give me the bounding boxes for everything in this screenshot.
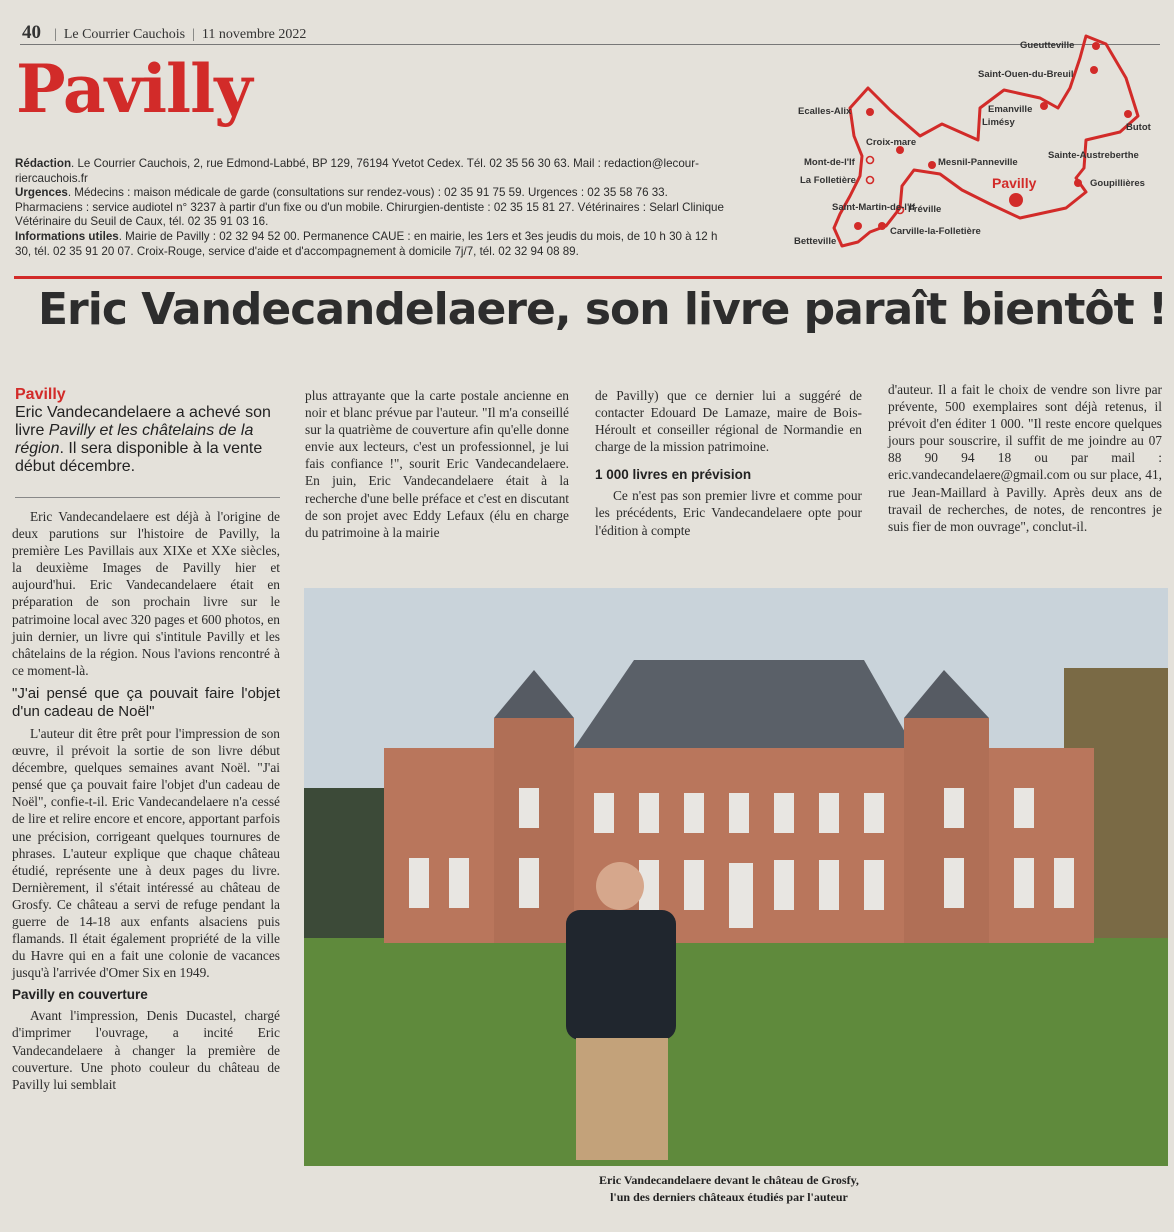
paragraph: Eric Vandecandelaere est déjà à l'origine de deux parutions sur l'histoire de Pavilly, la première Les Pavillais aux XIXe et XXe siècles, la deuxième Images de Pavilly hier et aujourd'hui. Eric Vandecandelaere était en préparation de son prochain livre sur le patrimoine local avec 320 pages et 600 photos, en juin dernier, un livre qui s'intitule Pavilly et les châtelains de la région. Nous l'avions rencontré à ce moment-là. [12, 509, 280, 678]
redaction-label: Rédaction [15, 157, 72, 170]
map-label: Fréville [908, 204, 942, 215]
paragraph: Avant l'impression, Denis Ducastel, chargé d'imprimer l'ouvrage, a incité Eric Vandecandelaere à changer la première de couverture. Une photo couleur du château de Pavilly lui semblait [12, 1008, 280, 1092]
article-column-1 [12, 508, 280, 1093]
chateau-window [819, 860, 839, 910]
subheading-livres: 1 000 livres en prévision [595, 467, 752, 483]
page-header [22, 22, 306, 44]
tower-left [494, 718, 574, 943]
map-label: Butot [1126, 122, 1151, 133]
map-dot [866, 108, 874, 116]
chateau-window [774, 793, 794, 833]
lead-book-title: Pavilly et les châtelains de la région [15, 422, 254, 457]
lead-rule [15, 497, 280, 498]
person-head [596, 862, 644, 910]
map-label: Carville-la-Folletière [890, 226, 981, 237]
chateau-window [519, 788, 539, 828]
chateau-window [684, 860, 704, 910]
commune-map [790, 28, 1162, 256]
header-separator: | [192, 27, 195, 42]
page-number: 40 [22, 22, 41, 43]
map-ring [867, 157, 874, 164]
article-headline: Eric Vandecandelaere, son livre paraît bientôt ! [38, 284, 1168, 335]
map-dot [854, 222, 862, 230]
subheading-noel: "J'ai pensé que ça pouvait faire l'objet d'un cadeau de Noël" [12, 684, 280, 720]
lead-text: Eric Vandecandelaere a achevé son livre [15, 404, 271, 439]
subheading-couverture: Pavilly en couverture [12, 987, 148, 1003]
lead-kicker: Pavilly [15, 386, 66, 403]
chateau-window [729, 863, 753, 928]
map-label-town: Pavilly [992, 175, 1037, 191]
utiles-label: Informations utiles [15, 229, 119, 243]
town-title: Pavilly [16, 50, 252, 128]
urgences-text: . Médecins : maison médicale de garde (consultations sur rendez-vous) : 02 35 91 75 59. Urgences : 02 35 58 76 33. Pharmaciens : service audiotel n° 3237 à partir d'un fixe ou d'un mobile. Chirurgien-dentiste : 02 35 15 81 27. Vétérinaires : Selarl Clinique Vétérinaire du Seuil de Caux, tél. 02 35 91 03 16. [15, 186, 724, 229]
chateau-window [409, 858, 429, 908]
map-label: Goupillières [1090, 178, 1145, 189]
map-dot [1009, 193, 1023, 207]
photo-caption [584, 1172, 874, 1206]
paragraph: plus attrayante que la carte postale ancienne en noir et blanc prévue par l'auteur. "Il m'a conseillé sur la quatrième de couverture afin qu'elle donne envie aux lecteurs, c'est un professionnel, je lui fais confiance !", sourit Eric Vandecandelaere. En juin, Eric Vandecandelaere était à la recherche d'une belle préface et c'est en discutant de son projet avec Eddy Lefaux (élu en charge du patrimoine à la mairie [305, 388, 569, 540]
chateau-window [819, 793, 839, 833]
article-column-4 [888, 381, 1162, 535]
map-label: Saint-Ouen-du-Breuil [978, 69, 1074, 80]
map-label: Croix-mare [866, 137, 917, 148]
person-trousers [576, 1038, 668, 1160]
map-dot [1040, 102, 1048, 110]
issue-date: 11 novembre 2022 [201, 27, 307, 42]
chateau-window [944, 858, 964, 908]
person-jacket [566, 910, 676, 1040]
map-label: La Folletière [800, 175, 856, 186]
chateau-window [774, 860, 794, 910]
paragraph: Ce n'est pas son premier livre et comme pour les précédents, Eric Vandecandelaere opte pour l'édition à compte [595, 488, 862, 538]
chateau-window [1014, 858, 1034, 908]
article-column-2 [305, 387, 569, 541]
chateau-window [729, 793, 749, 833]
chateau-window [864, 793, 884, 833]
map-dot [928, 161, 936, 169]
info-block [15, 157, 735, 259]
paragraph: d'auteur. Il a fait le choix de vendre son livre par prévente, 500 exemplaires sont déjà retenus, il prévoit d'en éditer 1 000. "Il reste encore quelques jours pour souscrire, il suffit de me joindre au 07 88 90 94 18 ou par mail : eric.vandecandelaere@gmail.com ou sur place, 41, rue Jean-Maillard à Pavilly. Après deux ans de travail de recherches, de notes, de rencontres je suis fier de mon ouvrage", conclut-il. [888, 382, 1162, 534]
lead-text-end: . Il sera disponible à la vente début décembre. [15, 440, 263, 475]
chateau-window [684, 793, 704, 833]
map-dot [1074, 179, 1082, 187]
map-ring [867, 177, 874, 184]
chateau-window [639, 793, 659, 833]
urgences-label: Urgences [15, 186, 68, 200]
chateau-window [519, 858, 539, 908]
redaction-text: . Le Courrier Cauchois, 2, rue Edmond-Labbé, BP 129, 76194 Yvetot Cedex. Tél. 02 35 56 30 63. Mail : redaction@lecour-riercauchois.fr [15, 157, 699, 185]
tower-right [904, 718, 989, 943]
chateau-roof [574, 660, 914, 748]
chateau-photo [304, 588, 1168, 1166]
map-dot [878, 222, 886, 230]
chateau-window [944, 788, 964, 828]
chateau-window [594, 793, 614, 833]
map-label: Betteville [794, 236, 837, 247]
map-label: Saint-Martin-de-l'If [832, 202, 916, 213]
caption-line-1: Eric Vandecandelaere devant le château de Grosfy, [599, 1173, 859, 1187]
chateau-window [449, 858, 469, 908]
publication-name: Le Courrier Cauchois [63, 27, 186, 42]
paragraph: de Pavilly) que ce dernier lui a suggéré de contacter Edouard De Lamaze, maire de Bois-Héroult et conseiller régional de Normandie en charge de la mission patrimoine. [595, 388, 862, 455]
map-label: Limésy [982, 117, 1015, 128]
map-label: Gueutteville [1020, 40, 1075, 51]
utiles-text: . Mairie de Pavilly : 02 32 94 52 00. Permanence CAUE : en mairie, les 1ers et 3es jeudis du mois, de 10 h 30 à 12 h 30, tél. 02 35 91 20 07. Croix-Rouge, service d'aide et d'accompagnement à domicile 7j/7, tél. 02 32 94 08 89. [15, 229, 718, 258]
map-label: Sainte-Austreberthe [1048, 150, 1139, 161]
map-dot [1090, 66, 1098, 74]
map-label: Mesnil-Panneville [938, 157, 1018, 168]
article-lead [15, 386, 285, 476]
article-column-3 [595, 387, 862, 539]
section-rule [14, 276, 1162, 279]
map-label: Ecalles-Alix [798, 106, 852, 117]
chateau-window [1054, 858, 1074, 908]
caption-line-2: l'un des derniers châteaux étudiés par l'auteur [610, 1190, 848, 1204]
paragraph: L'auteur dit être prêt pour l'impression de son œuvre, il prévoit la sortie de son livre début décembre, quelques semaines avant Noël. "J'ai pensé que ça pouvait faire l'objet d'un cadeau de Noël", confie-t-il. Eric Vandecandelaere n'a cessé de lire et relire encore et encore, apportant parfois une précision, corrigeant quelques tournures de phrases. L'auteur explique que chaque château étudié, représente une à deux pages du livre. Dernièrement, il s'était intéressé au château de Grosfy. Ce château a servi de refuge pendant la guerre de 14-18 aux enfants alsaciens puis flamands. Il était également propriété de la ville du Havre qui en a fait une colonie de vacances jusqu'à l'arrivée d'Omer Six en 1949. [12, 725, 280, 981]
chateau-window [864, 860, 884, 910]
map-label: Mont-de-l'If [804, 157, 855, 168]
map-dot [1092, 42, 1100, 50]
map-dot [1124, 110, 1132, 118]
photo-lawn [304, 938, 1168, 1166]
chateau-window [1014, 788, 1034, 828]
header-separator: | [54, 27, 57, 42]
map-label: Emanville [988, 104, 1033, 115]
